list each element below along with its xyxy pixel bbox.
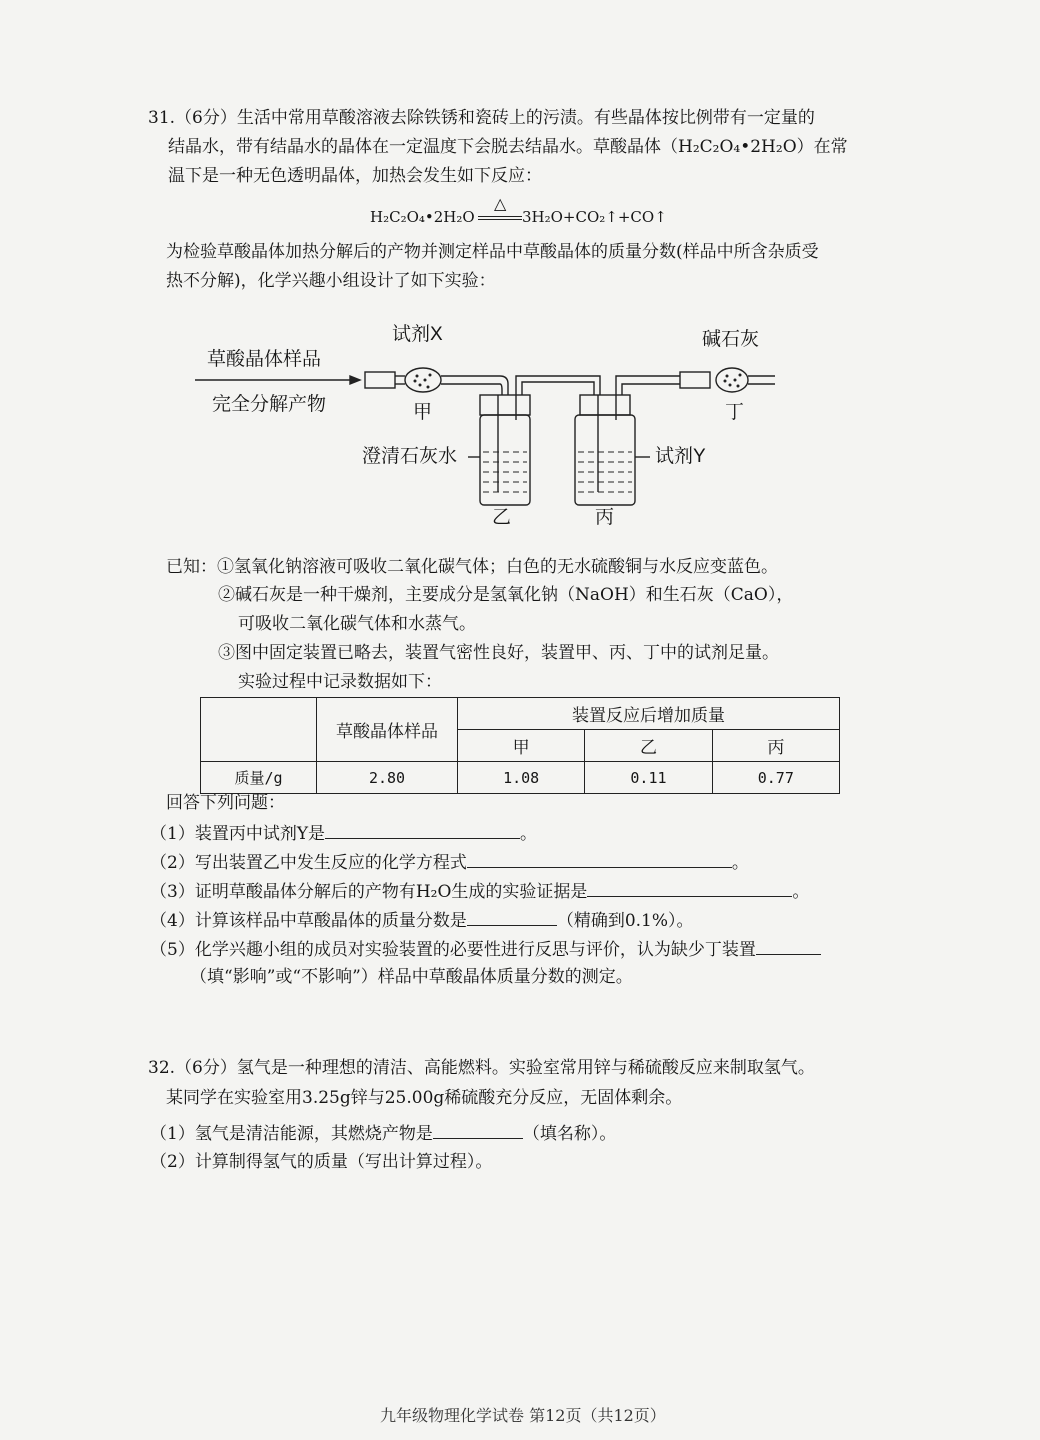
q31-part-5: （5）化学兴趣小组的成员对实验装置的必要性进行反思与评价，认为缺少丁装置: [150, 936, 821, 962]
equation-arrow: [478, 216, 522, 217]
q31-part-3: （3）证明草酸晶体分解后的产物有H₂O生成的实验证据是 。: [150, 878, 809, 904]
record-intro: 实验过程中记录数据如下：: [238, 672, 442, 692]
page-footer: 九年级物理化学试卷 第12页（共12页）: [380, 1406, 666, 1425]
q31-line-4: 为检验草酸晶体加热分解后的产物并测定样品中草酸晶体的质量分数(样品中所含杂质受: [166, 242, 819, 262]
header-sample: 草酸晶体样品: [317, 698, 458, 762]
q31-part-5-cont: （填“影响”或“不影响”）样品中草酸晶体质量分数的测定。: [190, 967, 633, 987]
q32-part-2: （2）计算制得氢气的质量（写出计算过程）。: [150, 1152, 493, 1172]
value-jia: 1.08: [458, 762, 585, 794]
header-bing: 丙: [712, 730, 839, 762]
answer-blank-1[interactable]: [325, 820, 520, 839]
q32-answer-blank-1[interactable]: [433, 1120, 523, 1139]
answer-blank-3[interactable]: [587, 878, 792, 897]
bottle-yi-stopper: [480, 395, 530, 415]
tube-jia-left: [365, 372, 395, 388]
inlet-label-top: 草酸晶体样品: [207, 349, 322, 370]
value-bing: 0.77: [712, 762, 839, 794]
tube-ding-bulb: [716, 368, 748, 392]
limewater-label: 澄清石灰水: [362, 446, 458, 467]
reagent-y-label: 试剂Y: [655, 446, 706, 467]
equation-arrow-lower: [478, 219, 522, 220]
data-table: [200, 697, 840, 794]
known-2: ②碱石灰是一种干燥剂，主要成分是氢氧化钠（NaOH）和生石灰（CaO），: [218, 585, 794, 605]
label-ding: 丁: [725, 402, 745, 423]
q31-part-4: （4）计算该样品中草酸晶体的质量分数是 （精确到0.1%）。: [150, 907, 694, 933]
q32-line-1: 32.（6分）氢气是一种理想的清洁、高能燃料。实验室常用锌与稀硫酸反应来制取氢气。: [148, 1058, 815, 1078]
label-jia: 甲: [413, 402, 433, 423]
known-2b: 可吸收二氧化碳气体和水蒸气。: [238, 614, 476, 634]
q31-part-2: （2）写出装置乙中发生反应的化学方程式 。: [150, 849, 749, 875]
q31-line-5: 热不分解)，化学兴趣小组设计了如下实验：: [166, 271, 496, 291]
q31-part-1: （1）装置丙中试剂Y是 。: [150, 820, 537, 846]
tube-to-ding: [616, 376, 680, 395]
answer-blank-4[interactable]: [467, 907, 557, 926]
header-increase: 装置反应后增加质量: [458, 698, 840, 730]
label-yi: 乙: [492, 507, 512, 528]
equation-left: H₂C₂O₄•2H₂O: [370, 208, 475, 226]
reaction-equation: [370, 194, 710, 232]
apparatus-diagram: [180, 310, 820, 530]
q32-line-2: 某同学在实验室用3.25g锌与25.00g稀硫酸充分反应，无固体剩余。: [166, 1088, 683, 1108]
tube-ding-left: [680, 372, 710, 388]
equation-condition: △: [494, 194, 507, 213]
header-yi: 乙: [585, 730, 712, 762]
value-sample: 2.80: [317, 762, 458, 794]
answer-blank-5[interactable]: [756, 936, 821, 955]
soda-lime-label: 碱石灰: [702, 329, 760, 350]
inlet-arrow-head: [350, 376, 360, 384]
known-3: ③图中固定装置已略去，装置气密性良好，装置甲、丙、丁中的试剂足量。: [218, 643, 779, 663]
table-corner: [201, 698, 317, 762]
row-label: 质量/g: [201, 762, 317, 794]
answer-blank-2[interactable]: [467, 849, 732, 868]
bottle-bing-stopper: [580, 395, 630, 415]
equation-right: 3H₂O+CO₂↑+CO↑: [522, 208, 667, 226]
q31-line-1: 31.（6分）生活中常用草酸溶液去除铁锈和瓷砖上的污渍。有些晶体按比例带有一定量的: [148, 108, 815, 128]
reagent-x-label: 试剂X: [392, 324, 443, 345]
value-yi: 0.11: [585, 762, 712, 794]
q32-part-1: （1）氢气是清洁能源，其燃烧产物是 （填名称）。: [150, 1120, 616, 1146]
inlet-label-bottom: 完全分解产物: [212, 394, 327, 415]
answer-intro: 回答下列问题：: [166, 793, 285, 813]
label-bing: 丙: [595, 507, 615, 528]
known-1: 已知：①氢氧化钠溶液可吸收二氧化碳气体；白色的无水硫酸铜与水反应变蓝色。: [166, 557, 778, 577]
bridge-tube: [516, 376, 600, 395]
q31-line-3: 温下是一种无色透明晶体，加热会发生如下反应：: [168, 166, 542, 186]
header-jia: 甲: [458, 730, 585, 762]
tube-jia-bulb: [405, 368, 441, 392]
q31-line-2: 结晶水，带有结晶水的晶体在一定温度下会脱去结晶水。草酸晶体（H₂C₂O₄•2H₂O）在常: [168, 137, 848, 157]
